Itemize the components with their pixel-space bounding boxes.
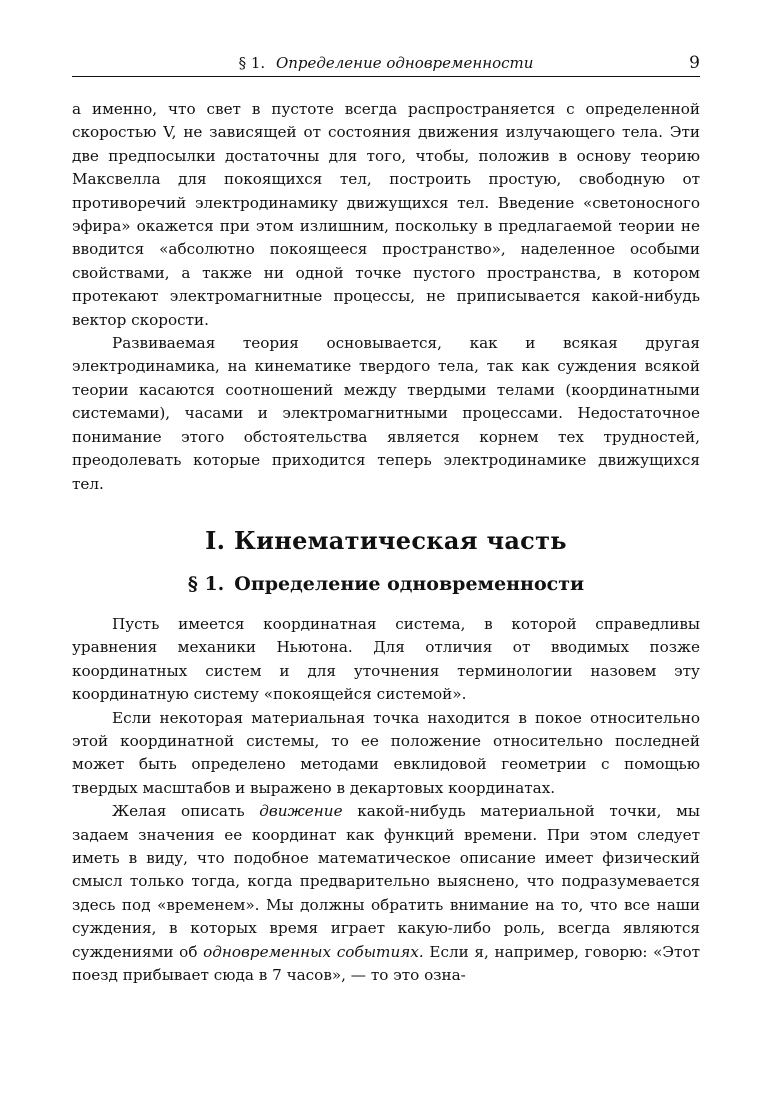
section-heading-number: § 1.: [187, 572, 225, 595]
paragraph-intro-2: Развиваемая теория основывается, как и всякая другая электродинамика, на кинематике твердого тела, так как суждения всякой теории касаются соотношений между твердыми телами (координатными системами), часами и электромагнитными процессами. Недостаточное понимание этого обстоятельства является корнем тех трудностей, преодолевать которые приходится теперь электродинамике движущихся тел.: [72, 334, 700, 493]
running-head-section: § 1.: [238, 54, 266, 72]
paragraph-intro-1: а именно, что свет в пустоте всегда распространяется с определенной скоростью V, не зависящей от состояния движения излучающего тела. Эти две предпосылки достаточны для того, чтобы, положив в основу теорию Максвелла для покоящихся тел, построить простую, свободную от противоречий электродинамику движущихся тел. Введение «светоносного эфира» окажется при этом излишним, поскольку в предлагаемой теории не вводится «абсолютно покоящееся пространство», наделенное особыми свойствами, а также ни одной точке пустого пространства, в котором протекают электромагнитные процессы, не приписывается какой-нибудь вектор скорости.: [72, 100, 700, 329]
emphasis-motion: движение: [259, 802, 343, 821]
running-title: [72, 52, 700, 74]
page-number: 9: [689, 53, 700, 73]
running-head-title: Определение одновременности: [275, 54, 534, 72]
paragraph-section-3-part2: какой-нибудь материальной точки, мы задаем значения ее координат как функций времени. При этом следует иметь в виду, что подобное математическое описание имеет физический смысл только тогда, когда предварительно выяснено, что подразумевается здесь под «временем». Мы должны обратить внимание на то, что все наши суждения, в которых время играет какую-либо роль, всегда являются суждениями об: [72, 802, 700, 961]
body-text: [72, 98, 700, 987]
part-heading: I. Кинематическая часть: [205, 525, 567, 555]
paragraph-section-1: Пусть имеется координатная система, в которой справедливы уравнения механики Ньютона. Для отличия от вводимых позже координатных систем и для уточнения терминологии назовем эту координатную систему «покоящейся системой».: [72, 614, 700, 704]
section-heading-title: Определение одновременности: [234, 572, 585, 595]
paragraph-section-3-part3: Если я, например, говорю: «Этот поезд прибывает сюда в 7 часов», — то это озна-: [72, 942, 700, 984]
running-head: [72, 52, 700, 77]
paragraph-section-3: [72, 800, 700, 987]
paragraph-section-2: Если некоторая материальная точка находится в покое относительно этой координатной системы, то ее положение относительно последней может быть определено методами евклидовой геометрии с помощью твердых масштабов и выражено в декартовых координатах.: [72, 708, 700, 797]
section-heading: [72, 569, 700, 599]
paragraph-section-3-part1: Желая описать: [112, 802, 260, 821]
emphasis-simultaneous-events: одновременных событиях.: [203, 942, 424, 961]
